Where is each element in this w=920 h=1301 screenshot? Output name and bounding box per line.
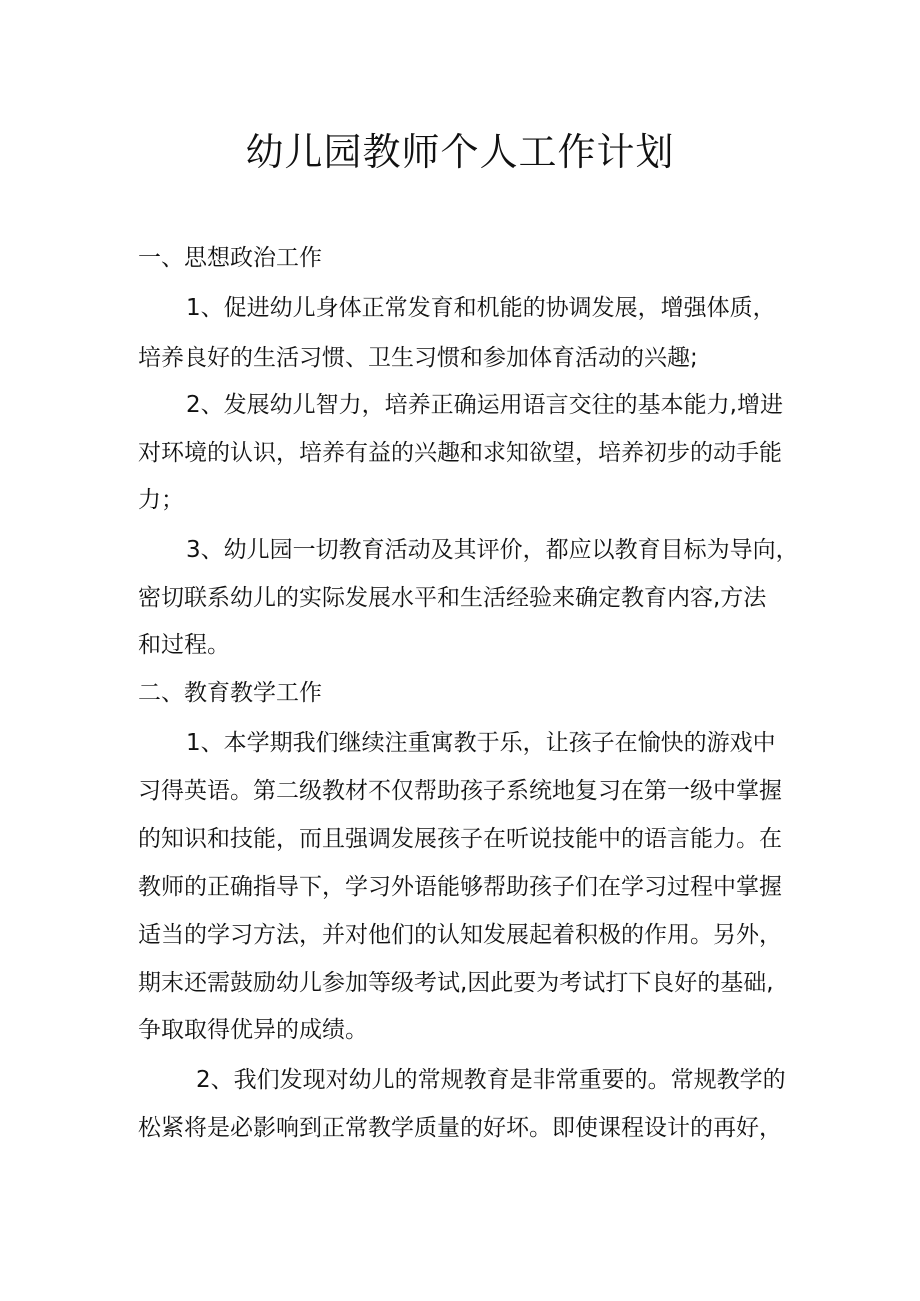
paragraph-line: 培养良好的生活习惯、卫生习惯和参加体育活动的兴趣; (138, 345, 698, 371)
paragraph-line: 力； (138, 487, 184, 513)
paragraph-line: 3、幼儿园一切教育活动及其评价，都应以教育目标为导向， (186, 537, 799, 563)
paragraph-line: 1、本学期我们继续注重寓教于乐，让孩子在愉快的游戏中 (186, 730, 776, 756)
document-title: 幼儿园教师个人工作计划 (245, 130, 675, 174)
section-heading-political: 一、思想政治工作 (138, 245, 322, 271)
paragraph-line: 教师的正确指导下，学习外语能够帮助孩子们在学习过程中掌握 (138, 874, 782, 900)
paragraph-line: 1、促进幼儿身体正常发育和机能的协调发展，增强体质， (186, 295, 776, 321)
paragraph-line: 和过程。 (138, 632, 230, 658)
paragraph-line: 对环境的认识，培养有益的兴趣和求知欲望，培养初步的动手能 (138, 440, 782, 466)
paragraph-line: 松紧将是必影响到正常教学质量的好坏。即使课程设计的再好， (138, 1115, 782, 1141)
paragraph-line: 习得英语。第二级教材不仅帮助孩子系统地复习在第一级中掌握 (138, 778, 782, 804)
paragraph-line: 争取取得优异的成绩。 (138, 1017, 368, 1043)
section-heading-teaching: 二、教育教学工作 (138, 680, 322, 706)
paragraph-line: 2、发展幼儿智力，培养正确运用语言交往的基本能力,增进 (186, 392, 783, 418)
paragraph-line: 2、我们发现对幼儿的常规教育是非常重要的。常规教学的 (196, 1067, 786, 1093)
paragraph-line: 的知识和技能，而且强调发展孩子在听说技能中的语言能力。在 (138, 826, 782, 852)
paragraph-line: 期末还需鼓励幼儿参加等级考试,因此要为考试打下良好的基础, (138, 970, 774, 996)
paragraph-line: 适当的学习方法，并对他们的认知发展起着积极的作用。另外， (138, 922, 782, 948)
paragraph-line: 密切联系幼儿的实际发展水平和生活经验来确定教育内容,方法 (138, 585, 767, 611)
